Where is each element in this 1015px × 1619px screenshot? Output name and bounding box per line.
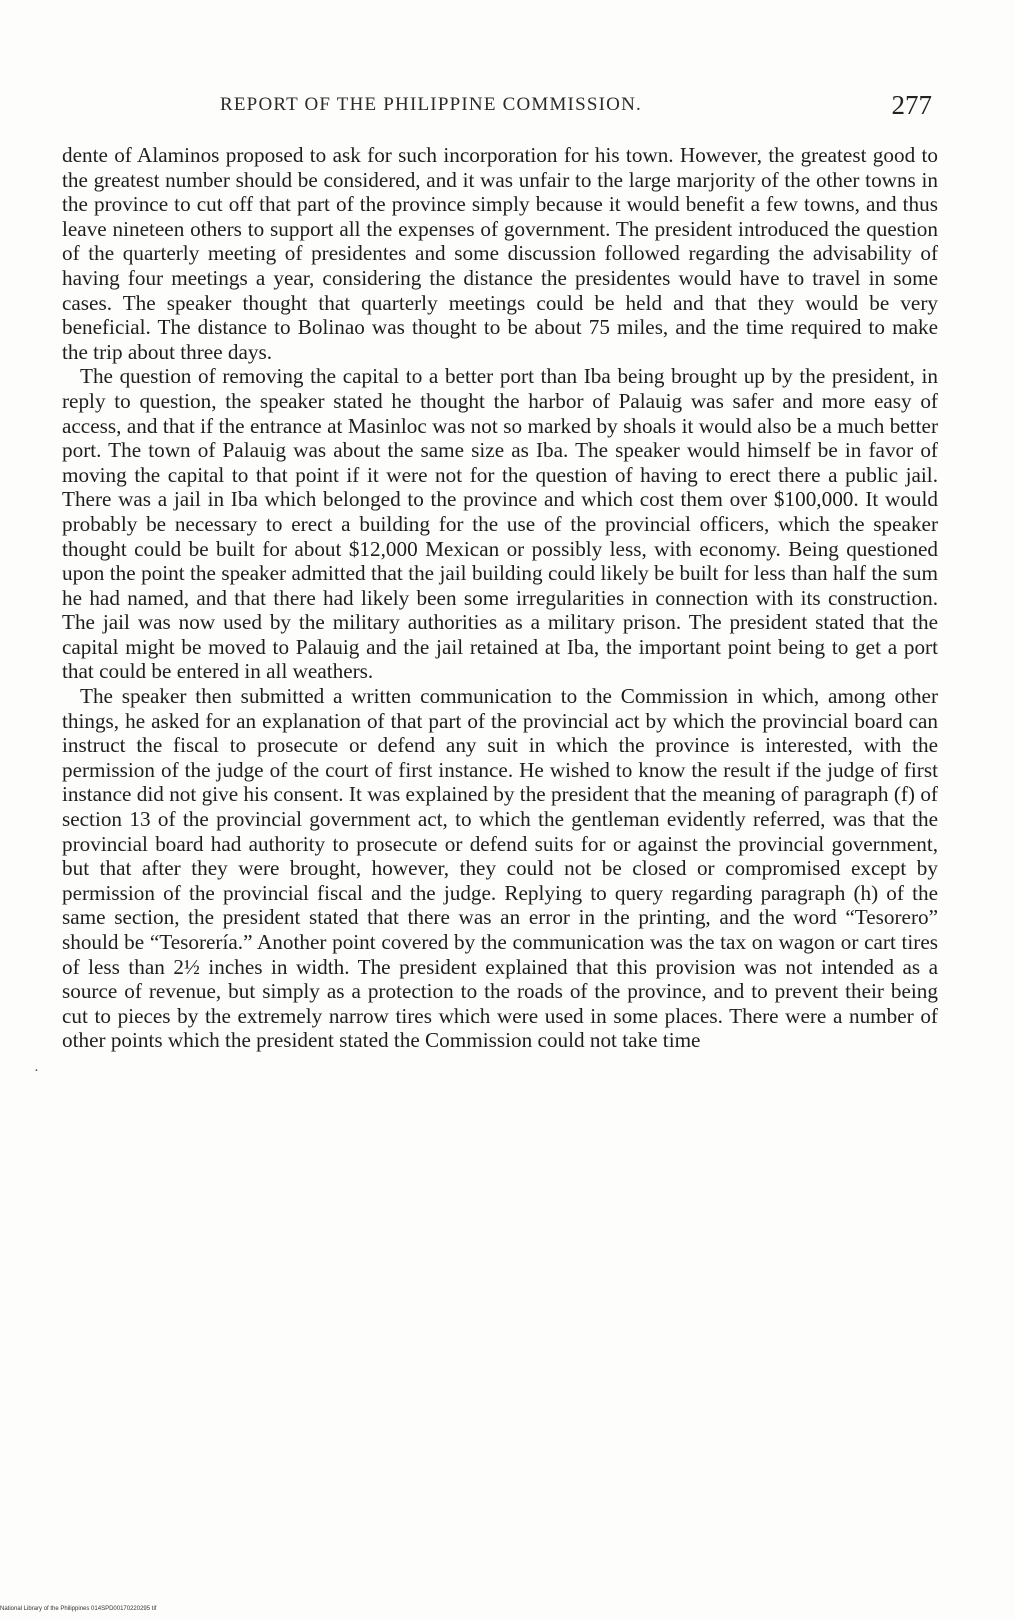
paragraph-2: The question of removing the capital to a better port than Iba being brought up by the president, in reply to question, the speaker stated he thought the harbor of Palauig was safer and more easy of access, and that if the entrance at Masinloc was not so marked by shoals it would also be a much better port. The town of Palauig was about the same size as Iba. The speaker would himself be in favor of moving the capital to that point if it were not for the question of having to erect there a public jail. There was a jail in Iba which belonged to the province and which cost them over $100,000. It would probably be necessary to erect a building for the use of the provincial officers, which the speaker thought could be built for about $12,000 Mexican or possibly less, with economy. Being questioned upon the point the speaker admitted that the jail building could likely be built for less than half the sum he had named, and that there had likely been some irregularities in connection with its construction. The jail was now used by the military authorities as a military prison. The president stated that the capital might be moved to Palauig and the jail retained at Iba, the important point being to get a port that could be entered in all weathers. [62, 364, 938, 684]
margin-mark: ⋅ [34, 1064, 39, 1079]
body-text [62, 143, 938, 1053]
paragraph-3: The speaker then submitted a written communication to the Commission in which, among other things, he asked for an explanation of that part of the provincial act by which the provincial board can instruct the fiscal to prosecute or defend any suit in which the province is interested, with the permission of the judge of the court of first instance. He wished to know the result if the judge of first instance did not give his consent. It was explained by the president that the meaning of paragraph (f) of section 13 of the provincial government act, to which the gentleman evidently referred, was that the provincial board had authority to prosecute or defend suits for or against the provincial government, but that after they were brought, however, they could not be closed or compromised except by permission of the provincial fiscal and the judge. Replying to query regarding paragraph (h) of the same section, the president stated that there was an error in the printing, and the word “Tesorero” should be “Tesorería.” Another point covered by the communication was the tax on wagon or cart tires of less than 2½ inches in width. The president explained that this provision was not intended as a source of revenue, but simply as a protection to the roads of the province, and to prevent their being cut to pieces by the extremely narrow tires which were used in some places. There were a number of other points which the president stated the Commission could not take time [62, 684, 938, 1053]
page-number: 277 [891, 90, 932, 120]
page-header [60, 92, 940, 132]
paragraph-1: dente of Alaminos proposed to ask for such incorporation for his town. However, the greatest good to the greatest number should be considered, and it was unfair to the large marjority of the other towns in the province to cut off that part of the province simply because it would benefit a few towns, and thus leave nineteen others to support all the expenses of government. The president introduced the question of the quarterly meeting of presidentes and some discussion followed regarding the advisability of having four meetings a year, considering the distance the presidentes would have to travel in some cases. The speaker thought that quarterly meetings could be held and that they would be very beneficial. The distance to Bolinao was thought to be about 75 miles, and the time required to make the trip about three days. [62, 143, 938, 364]
running-title: REPORT OF THE PHILIPPINE COMMISSION. [220, 94, 642, 115]
scan-footer-mark: National Library of the Philippines 014SPD00170220295 tif [0, 1606, 157, 1612]
